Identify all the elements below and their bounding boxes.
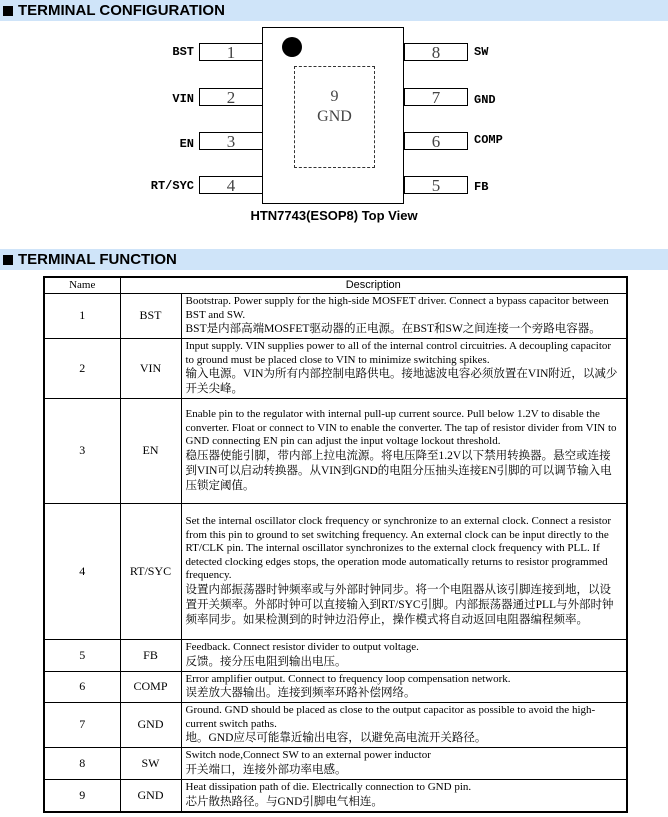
pin1-marker-dot-icon (282, 37, 302, 57)
section-title: TERMINAL CONFIGURATION (18, 2, 225, 19)
pin-description (181, 780, 627, 812)
table-row (44, 703, 627, 748)
table-row (44, 339, 627, 399)
pin-description (181, 339, 627, 399)
pin-number: 6 (44, 671, 120, 703)
pin-label-2: VIN (172, 92, 194, 106)
pad-number: 9 (330, 88, 339, 105)
pin-name: SW (120, 748, 181, 780)
description-zh: 稳压器使能引脚，带内部上拉电流源。将电压降至1.2V以下禁用转换器。悬空或连接到VIN可以启动转换器。从VIN到GND的电阻分压抽头连接EN引脚的可以调节输入电压锁定阈值。 (185, 449, 612, 492)
section-header-terminal-function (0, 249, 668, 270)
table-row (44, 780, 627, 812)
description-zh: BST是内部高端MOSFET驱动器的正电源。在BST和SW之间连接一个旁路电容器。 (185, 323, 601, 335)
description-en: Switch node,Connect SW to an external power inductor (185, 749, 431, 762)
pin-label-1: BST (172, 45, 194, 59)
pin-2: 2 (199, 88, 263, 106)
pin-number: 2 (44, 339, 120, 399)
pin-label-7: GND (474, 93, 496, 107)
pin-description (181, 399, 627, 504)
pin-8: 8 (404, 43, 468, 61)
pin-label-4: RT/SYC (150, 179, 194, 193)
pin-number: 4 (44, 504, 120, 640)
pin-1: 1 (199, 43, 263, 61)
pin-name: COMP (120, 671, 181, 703)
description-zh: 地。GND应尽可能靠近输出电容，以避免高电流开关路径。 (185, 732, 487, 744)
description-en: Feedback. Connect resistor divider to output voltage. (185, 641, 419, 653)
pin-label-3: EN (179, 137, 194, 151)
pin-name: BST (120, 294, 181, 339)
pin-label-6: COMP (474, 133, 503, 147)
description-en: Bootstrap. Power supply for the high-side MOSFET driver. Connect a bypass capacitor between BST and SW. (185, 295, 609, 321)
pin-number: 1 (44, 294, 120, 339)
pin-name: EN (120, 399, 181, 504)
section-title: TERMINAL FUNCTION (18, 251, 177, 268)
terminal-function-table (43, 276, 628, 813)
pin-label-8: SW (474, 45, 489, 59)
pin-number: 3 (44, 399, 120, 504)
pin-description (181, 748, 627, 780)
pin-name: RT/SYC (120, 504, 181, 640)
pin-name: GND (120, 780, 181, 812)
description-en: Input supply. VIN supplies power to all of the internal control circuitries. A decoupling capacitor to ground must be placed close to VIN to minimize switching spikes. (185, 340, 612, 366)
table-row (44, 504, 627, 640)
pin-name: GND (120, 703, 181, 748)
pin-4: 4 (199, 176, 263, 194)
description-zh: 误差放大器输出。连接到频率环路补偿网络。 (185, 687, 416, 699)
pin-number: 7 (44, 703, 120, 748)
description-zh: 芯片散热路径。与GND引脚电气相连。 (185, 795, 383, 808)
pin-7: 7 (404, 88, 468, 106)
pin-number: 9 (44, 780, 120, 812)
description-zh: 反馈。接分压电阻到输出电压。 (185, 655, 347, 668)
header-description: Description (120, 277, 627, 294)
pin-description (181, 504, 627, 640)
pad-name: GND (317, 108, 352, 125)
exposed-pad (294, 66, 375, 168)
description-zh: 开关端口，连接外部功率电感。 (185, 763, 347, 776)
pin-name: VIN (120, 339, 181, 399)
pin-description (181, 671, 627, 703)
diagram-caption: HTN7743(ESOP8) Top View (250, 208, 418, 223)
description-en: Ground. GND should be placed as close to the output capacitor as possible to avoid the high-current switch paths. (185, 704, 596, 730)
table-row (44, 748, 627, 780)
description-en: Error amplifier output. Connect to frequency loop compensation network. (185, 672, 511, 685)
pin-label-5: FB (474, 180, 489, 194)
description-en: Set the internal oscillator clock frequency or synchronize to an external clock. Connect a resistor from this pin to ground to set switching frequency. An external clock can be input directly to the RT/CLK pin. The internal oscillator synchronizes to the external clock frequency with PLL. If detected clocking edges stops, the operation mode automatically returns to resistor programmed frequency. (185, 515, 611, 582)
square-bullet-icon (3, 6, 13, 16)
pin-description (181, 294, 627, 339)
description-zh: 输入电源。VIN为所有内部控制电路供电。接地滤波电容必须放置在VIN附近，以减少开关尖峰。 (185, 368, 618, 395)
pin-5: 5 (404, 176, 468, 194)
pin-description (181, 640, 627, 672)
pin-number: 8 (44, 748, 120, 780)
header-name: Name (44, 277, 120, 294)
table-row (44, 671, 627, 703)
description-zh: 设置内部振荡器时钟频率或与外部时钟同步。将一个电阻器从该引脚连接到地，以设置开关频率。外部时钟可以直接输入到RT/SYC引脚。内部振荡器通过PLL与外部时钟频率同步。如果检测到的时钟边沿停止，操作模式将自动返回电阻器编程频率。 (185, 583, 614, 626)
square-bullet-icon (3, 255, 13, 265)
section-header-terminal-configuration (0, 0, 668, 21)
table-row (44, 294, 627, 339)
pin-6: 6 (404, 132, 468, 150)
table-row (44, 640, 627, 672)
description-en: Heat dissipation path of die. Electrically connection to GND pin. (185, 781, 472, 793)
pin-number: 5 (44, 640, 120, 672)
pin-3: 3 (199, 132, 263, 150)
description-en: Enable pin to the regulator with internal pull-up current source. Pull below 1.2V to disable the converter. Float or connect to VIN to enable the converter. The tap of resistor divider from VIN to GND connecting EN pin can adjust the input voltage lockout threshold. (185, 408, 617, 448)
pin-name: FB (120, 640, 181, 672)
pin-description (181, 703, 627, 748)
table-row (44, 399, 627, 504)
